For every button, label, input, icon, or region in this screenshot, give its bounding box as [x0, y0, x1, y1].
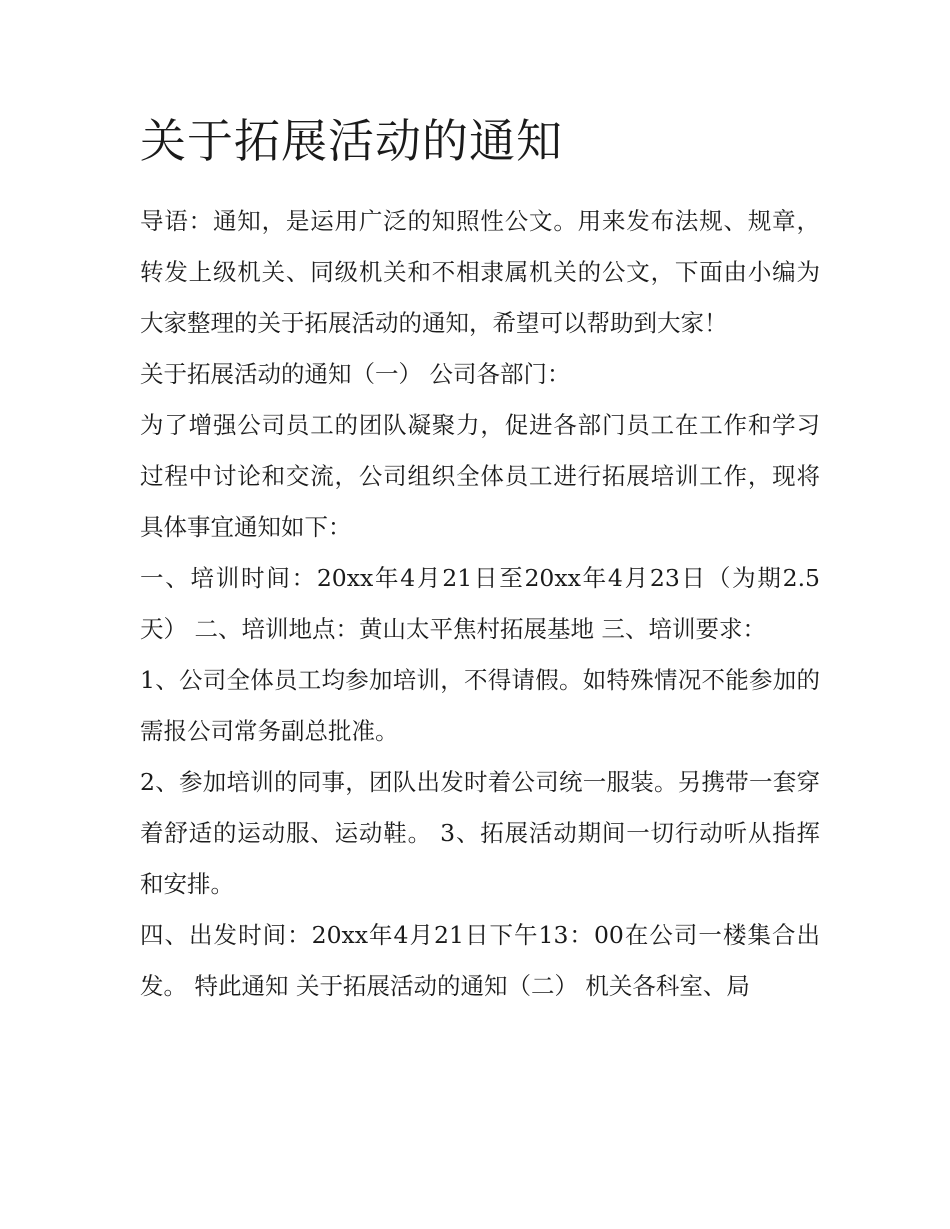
paragraph-notice-one-heading: 关于拓展活动的通知（一） 公司各部门： [140, 359, 571, 388]
paragraph-time-location: 一、培训时间：20xx年4月21日至20xx年4月23日（为期2.5天） 二、培训地点：黄山太平焦村拓展基地 三、培训要求： [140, 563, 820, 643]
paragraph-requirement-2-3: 2、参加培训的同事，团队出发时着公司统一服装。另携带一套穿着舒适的运动服、运动鞋。 3、拓展活动期间一切行动听从指挥和安排。 [140, 767, 820, 898]
paragraph-purpose: 为了增强公司员工的团队凝聚力，促进各部门员工在工作和学习过程中讨论和交流，公司组织全体员工进行拓展培训工作，现将具体事宜通知如下： [140, 410, 820, 541]
paragraph-requirement-1: 1、公司全体员工均参加培训，不得请假。如特殊情况不能参加的需报公司常务副总批准。 [140, 665, 820, 745]
document-title: 关于拓展活动的通知 [140, 114, 563, 168]
paragraph-intro: 导语：通知，是运用广泛的知照性公文。用来发布法规、规章，转发上级机关、同级机关和不相隶属机关的公文，下面由小编为大家整理的关于拓展活动的通知，希望可以帮助到大家！ [140, 206, 820, 337]
document-body [140, 112, 820, 1012]
paragraph-departure: 四、出发时间：20xx年4月21日下午13：00在公司一楼集合出发。 特此通知 关于拓展活动的通知（二） 机关各科室、局 [140, 920, 820, 1000]
